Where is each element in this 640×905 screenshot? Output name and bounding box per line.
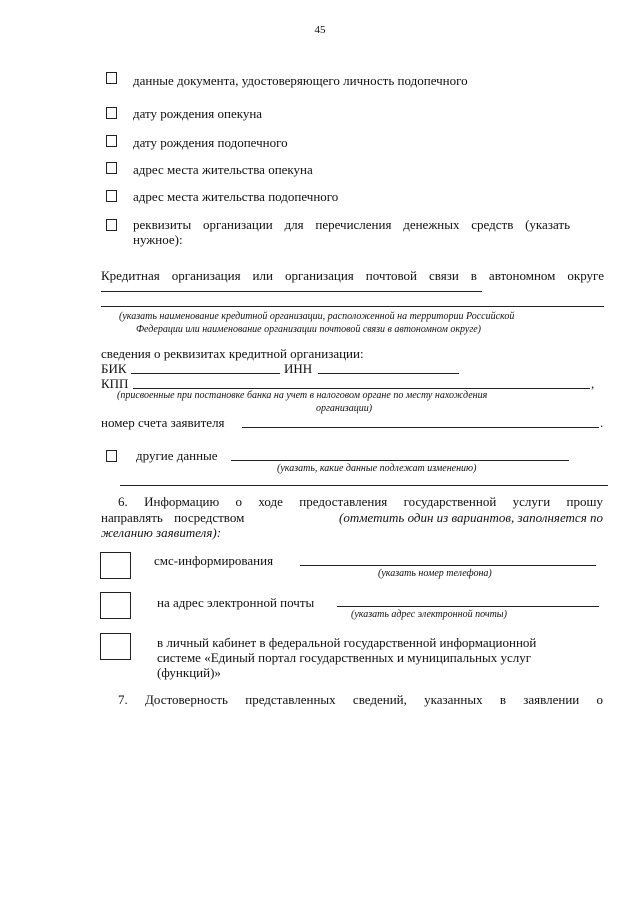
inn-label: ИНН bbox=[284, 361, 313, 376]
account-period: . bbox=[600, 415, 604, 430]
checkbox-guardee-birthdate[interactable] bbox=[106, 135, 117, 147]
page-number: 45 bbox=[314, 24, 326, 36]
bik-label: БИК bbox=[101, 361, 127, 376]
label-guardian-address: адрес места жительства опекуна bbox=[133, 162, 313, 177]
credit-org-input-line2[interactable] bbox=[101, 306, 604, 307]
credit-org-hint-line2: Федерации или наименование организации почтовой связи в автономном округе) bbox=[136, 324, 482, 335]
kpp-hint-line1: (присвоенные при постановке банка на учет в налоговом органе по месту нахождения bbox=[117, 390, 488, 401]
bik-input[interactable] bbox=[131, 373, 280, 374]
checkbox-guardee-id-document[interactable] bbox=[106, 72, 117, 84]
email-hint: (указать адрес электронной почты) bbox=[351, 609, 507, 620]
sms-hint: (указать номер телефона) bbox=[378, 568, 492, 579]
section6-line2 bbox=[101, 510, 603, 525]
section6-line2-normal: направлять посредством bbox=[101, 510, 245, 525]
credit-org-title: Кредитная организация или организация почтовой связи в автономном округе bbox=[101, 268, 604, 283]
checkbox-email[interactable] bbox=[100, 592, 131, 619]
label-requisites-line1: реквизиты организации для перечисления денежных средств (указать bbox=[133, 217, 570, 232]
sms-input[interactable] bbox=[300, 565, 596, 566]
account-label: номер счета заявителя bbox=[101, 415, 225, 430]
checkbox-guardian-address[interactable] bbox=[106, 162, 117, 174]
checkbox-guardee-address[interactable] bbox=[106, 190, 117, 202]
checkbox-requisites[interactable] bbox=[106, 219, 117, 231]
email-input[interactable] bbox=[337, 606, 599, 607]
other-data-hint: (указать, какие данные подлежат изменению) bbox=[277, 463, 477, 474]
section7-line1: 7. Достоверность представленных сведений, указанных в заявлении о bbox=[118, 692, 603, 707]
checkbox-portal[interactable] bbox=[100, 633, 131, 660]
checkbox-guardian-birthdate[interactable] bbox=[106, 107, 117, 119]
portal-line2: системе «Единый портал государственных и муниципальных услуг bbox=[157, 650, 532, 665]
label-guardee-birthdate: дату рождения подопечного bbox=[133, 135, 288, 150]
label-requisites-line2: нужное): bbox=[133, 232, 183, 247]
section6-line3: желанию заявителя): bbox=[101, 525, 222, 540]
checkbox-other-data[interactable] bbox=[106, 450, 117, 462]
label-guardee-address: адрес места жительства подопечного bbox=[133, 189, 339, 204]
section6-line1: 6. Информацию о ходе предоставления государственной услуги прошу bbox=[118, 494, 603, 509]
email-label: на адрес электронной почты bbox=[157, 595, 315, 610]
other-data-input[interactable] bbox=[231, 460, 569, 461]
kpp-comma: , bbox=[591, 376, 595, 391]
sms-label: смс-информирования bbox=[154, 553, 274, 568]
checkbox-sms[interactable] bbox=[100, 552, 131, 579]
other-data-label: другие данные bbox=[136, 448, 218, 463]
inn-input[interactable] bbox=[318, 373, 459, 374]
credit-org-input-line1[interactable] bbox=[101, 291, 482, 292]
requisites-heading: сведения о реквизитах кредитной организации: bbox=[101, 346, 364, 361]
section6-line2-italic: (отметить один из вариантов, заполняется по bbox=[339, 510, 603, 525]
account-input[interactable] bbox=[242, 427, 599, 428]
label-guardee-id-document: данные документа, удостоверяющего личность подопечного bbox=[133, 73, 468, 88]
label-guardian-birthdate: дату рождения опекуна bbox=[133, 106, 263, 121]
other-data-input-line2[interactable] bbox=[120, 485, 608, 486]
kpp-label: КПП bbox=[101, 376, 129, 391]
kpp-hint-line2: организации) bbox=[316, 403, 373, 414]
portal-line3: (функций)» bbox=[157, 665, 221, 680]
portal-line1: в личный кабинет в федеральной государственной информационной bbox=[157, 635, 537, 650]
credit-org-hint-line1: (указать наименование кредитной организации, расположенной на территории Российской bbox=[119, 311, 515, 322]
